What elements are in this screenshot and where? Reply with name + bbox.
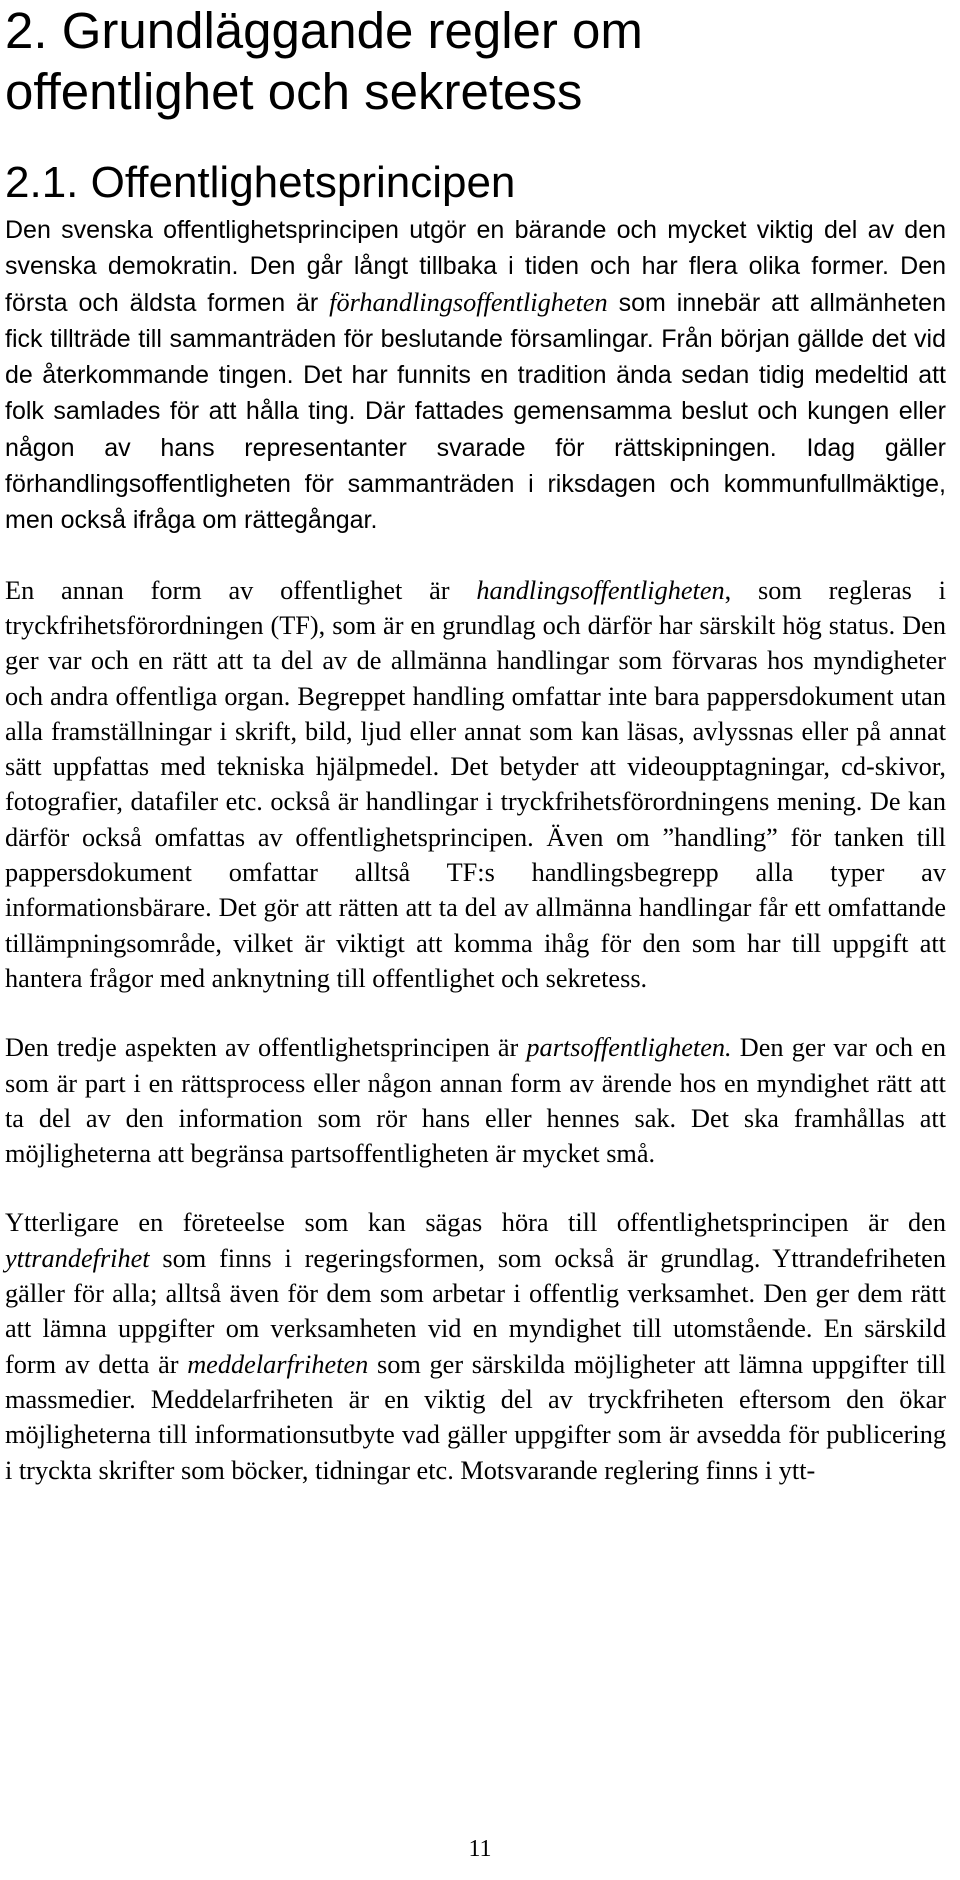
paragraph-4 xyxy=(5,1205,946,1487)
body-text xyxy=(5,212,946,1488)
text-segment: som innebär att allmänheten fick tillträde till sammanträden för beslutande församlingar. Från början gällde det vid de återkommande tingen. Det har funnits en tradition ända sedan tidig medeltid att folk samlades för att hålla ting. Där fattades gemensamma beslut och kungen eller någon av hans representanter svarade för rättskipningen. Idag gäller förhandlingsoffentligheten för sammanträden i riksdagen och kommunfullmäktige, men också ifråga om rättegångar. xyxy=(5,288,946,535)
text-segment: som finns i regeringsformen, som också är grundlag. Yttrandefriheten gäller för alla; alltså även för dem som arbetar i offentlig verksamhet. Den ger dem rätt att lämna uppgifter om verksamheten vid en myndighet till utomstående. En särskild form av detta är xyxy=(5,1243,946,1379)
text-segment: En annan form av offentlighet är xyxy=(5,575,477,605)
paragraph-3 xyxy=(5,1030,946,1171)
page-number: 11 xyxy=(468,1836,492,1862)
emphasis-partsoffentligheten: partsoffentligheten. xyxy=(526,1033,732,1063)
emphasis-yttrandefrihet: yttrandefrihet xyxy=(5,1243,150,1273)
text-segment: Den tredje aspekten av offentlighetsprincipen är xyxy=(5,1033,527,1063)
chapter-heading-line-1: 2. Grundläggande regler om xyxy=(5,2,643,59)
text-segment: , som regleras i tryckfrihetsförordningen (TF), som är en grundlag och därför har särskilt hög status. Den ger var och en rätt att ta del av de allmänna handlingar som förvaras hos myndigheter och andra offentliga organ. Begreppet handling omfattar inte bara pappersdokument utan alla framställningar i skrift, bild, ljud eller annat som kan läsas, avlyssnas eller på annat sätt uppfattas med tekniska hjälpmedel. Det betyder att videoupptagningar, cd-skivor, fotografier, datafiler etc. också är handlingar i tryckfrihetsförordningens mening. De kan därför också omfattas av offentlighetsprincipen. Även om ”handling” för tanken till pappersdokument omfattar alltså TF:s handlingsbegrepp alla typer av informationsbärare. Det gör att rätten att ta del av allmänna handlingar får ett omfattande tillämpningsområde, vilket är viktigt att komma ihåg för den som har till uppgift att hantera frågor med anknytning till offentlighet och sekretess. xyxy=(5,575,946,993)
text-segment: Ytterligare en företeelse som kan sägas höra till offentlighetsprincipen är den xyxy=(5,1208,946,1238)
text-segment: Den svenska offentlighetsprincipen utgör en bärande och mycket viktig del av den svenska demokratin. Den går långt tillbaka i tiden och har flera olika former. Den första och äldsta formen är xyxy=(5,216,946,317)
paragraph-2 xyxy=(5,573,946,997)
emphasis-handlingsoffentligheten: handlingsoffentligheten xyxy=(476,575,725,605)
paragraph-1 xyxy=(5,212,946,539)
emphasis-meddelarfriheten: meddelarfriheten xyxy=(187,1349,369,1379)
section-heading: 2.1. Offentlighetsprincipen xyxy=(5,158,516,207)
chapter-heading xyxy=(5,0,946,122)
chapter-heading-line-2: offentlighet och sekretess xyxy=(5,63,583,120)
emphasis-forhandlingsoffentligheten: förhandlingsoffentligheten xyxy=(329,287,608,317)
text-segment: Den ger var och en som är part i en rättsprocess eller någon annan form av ärende hos en myndighet rätt att ta del av den information som rör hans eller hennes sak. Det ska framhållas att möjligheterna att begränsa partsoffentligheten är mycket små. xyxy=(5,1033,946,1169)
text-segment: som ger särskilda möjligheter att lämna uppgifter till massmedier. Meddelarfriheten är en viktig del av tryckfriheten eftersom den ökar möjligheterna till informationsutbyte vad gäller uppgifter som är avsedda för publicering i tryckta skrifter som böcker, tidningar etc. Motsvarande reglering finns i ytt- xyxy=(5,1349,946,1485)
